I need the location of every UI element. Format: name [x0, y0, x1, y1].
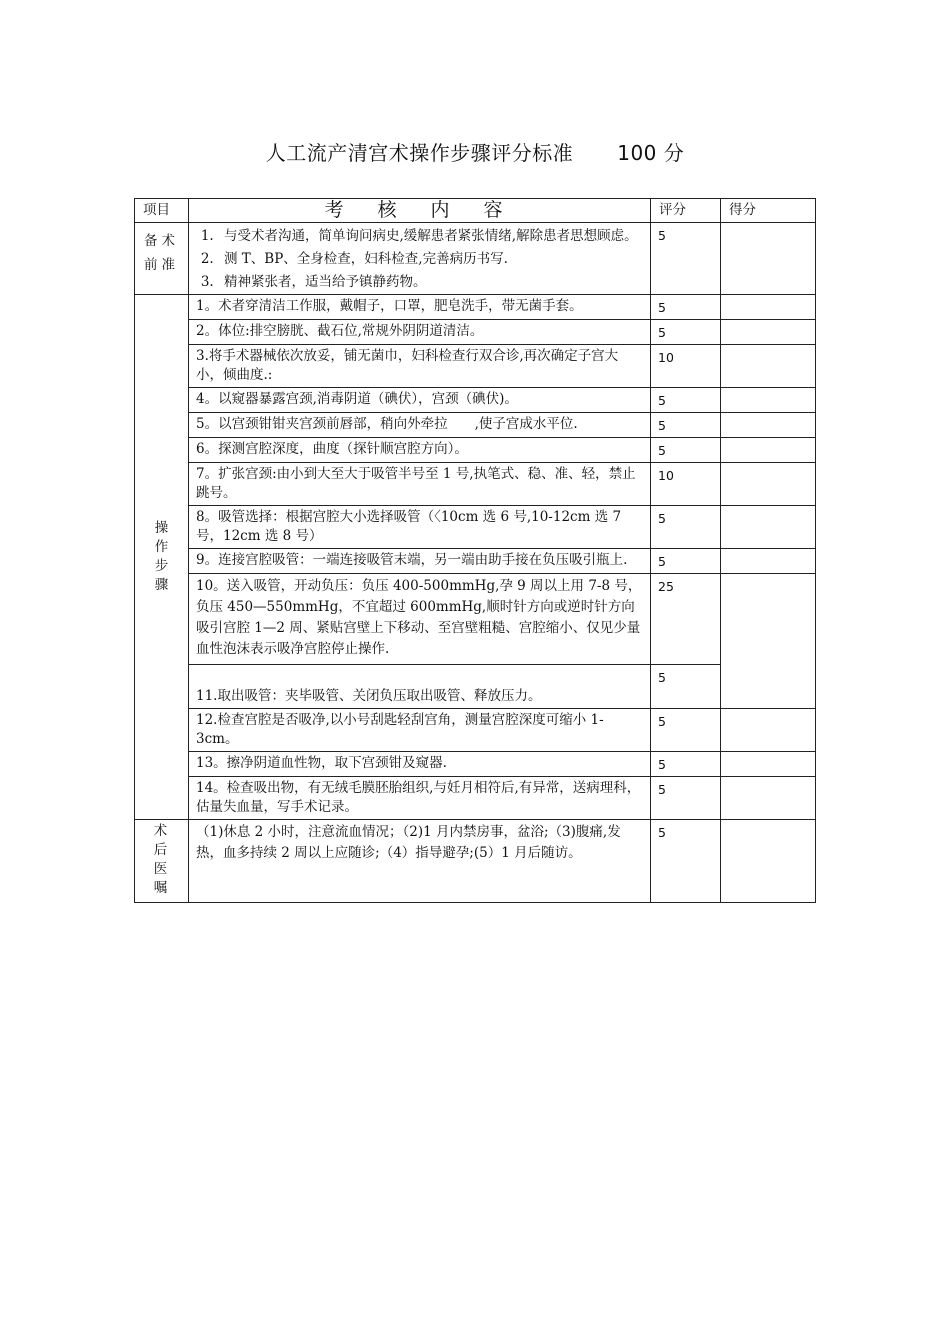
gained-cell — [721, 438, 816, 463]
table-row — [135, 709, 816, 752]
score-cell: 5 — [651, 665, 721, 709]
table-row — [135, 345, 816, 388]
table-row — [135, 777, 816, 820]
step-text: 2。体位:排空膀胱、截石位,常规外阴阴道清洁。 — [189, 320, 651, 345]
total-score: 100 分 — [617, 141, 685, 165]
header-row — [135, 199, 816, 223]
score-cell: 5 — [651, 549, 721, 574]
step-text: 11.取出吸管：夹毕吸管、关闭负压取出吸管、释放压力。 — [189, 665, 651, 709]
prep-content — [189, 223, 651, 295]
step-text: 10。送入吸管，开动负压：负压 400-500mmHg,孕 9 周以上用 7-8 号，负压 450—550mmHg，不宜超过 600mmHg,顺时针方向或逆时针方向吸引宫腔 1—2 周、紧贴宫壁上下移动、至宫壁粗糙、宫腔缩小、仅见少量血性泡沫表示吸净宫腔停止操作. — [189, 574, 651, 665]
header-score: 评分 — [651, 199, 721, 223]
section-label-ops-text: 操作步骤 — [154, 520, 169, 593]
section-label-ops — [135, 295, 189, 820]
gained-cell — [721, 752, 816, 777]
gained-cell — [721, 574, 816, 709]
section-label-post — [135, 820, 189, 903]
header-item: 项目 — [135, 199, 189, 223]
score-cell: 5 — [651, 752, 721, 777]
table-row — [135, 752, 816, 777]
score-cell: 10 — [651, 345, 721, 388]
step-text: 5。以宫颈钳钳夹宫颈前唇部，稍向外牵拉 ,使子宫成水平位. — [189, 413, 651, 438]
score-cell: 5 — [651, 295, 721, 320]
gained-cell — [721, 295, 816, 320]
table-row — [135, 388, 816, 413]
gained-cell — [721, 549, 816, 574]
gained-cell — [721, 223, 816, 295]
gained-cell — [721, 463, 816, 506]
post-content: （1)休息 2 小时，注意流血情况；（2)1 月内禁房事，盆浴;（3)腹痛,发热，血多持续 2 周以上应随诊;（4）指导避孕;(5）1 月后随访。 — [189, 820, 651, 903]
gained-cell — [721, 820, 816, 903]
score-cell: 25 — [651, 574, 721, 665]
table-row — [135, 574, 816, 665]
title-text: 人工流产清宫术操作步骤评分标准 — [265, 141, 574, 165]
step-text: 4。以窥器暴露宫颈,消毒阴道（碘伏），宫颈（碘伏)。 — [189, 388, 651, 413]
header-content: 考核内容 — [189, 199, 651, 223]
score-cell: 5 — [651, 820, 721, 903]
document-title — [0, 137, 950, 166]
gained-cell — [721, 388, 816, 413]
score-cell: 5 — [651, 777, 721, 820]
score-cell: 5 — [651, 413, 721, 438]
table-row — [135, 295, 816, 320]
table-row — [135, 463, 816, 506]
section-label-prep: 备术前准 — [135, 223, 189, 295]
gained-cell — [721, 506, 816, 549]
prep-list — [196, 227, 643, 292]
gained-cell — [721, 413, 816, 438]
step-text: 6。探测宫腔深度，曲度（探针顺宫腔方向）。 — [189, 438, 651, 463]
table-row — [135, 413, 816, 438]
step-text: 8。吸管选择：根据宫腔大小选择吸管（〈10cm 选 6 号,10-12cm 选 7 号，12cm 选 8 号） — [189, 506, 651, 549]
list-item: 3. 精神紧张者，适当给予镇静药物。 — [218, 273, 643, 292]
section-label-post-text: 术后医嘱 — [153, 823, 170, 896]
scoring-table — [134, 198, 816, 903]
list-item: 2. 测 T、BP、全身检查，妇科检查,完善病历书写. — [218, 250, 643, 269]
table-row — [135, 665, 816, 709]
gained-cell — [721, 345, 816, 388]
step-text: 3.将手术器械依次放妥，铺无菌巾，妇科检查行双合诊,再次确定子宫大小，倾曲度.: — [189, 345, 651, 388]
post-row — [135, 820, 816, 903]
table-row — [135, 549, 816, 574]
list-item: 1. 与受术者沟通，简单询问病史,缓解患者紧张情绪,解除患者思想顾虑。 — [218, 227, 643, 246]
score-cell: 5 — [651, 438, 721, 463]
score-cell: 5 — [651, 320, 721, 345]
score-cell: 5 — [651, 388, 721, 413]
score-cell: 5 — [651, 506, 721, 549]
score-cell: 10 — [651, 463, 721, 506]
score-cell: 5 — [651, 709, 721, 752]
step-text: 12.检查宫腔是否吸净,以小号刮匙轻刮宫角，测量宫腔深度可缩小 1-3cm。 — [189, 709, 651, 752]
header-gained: 得分 — [721, 199, 816, 223]
table-row — [135, 320, 816, 345]
step-text: 14。检查吸出物，有无绒毛膜胚胎组织,与妊月相符后,有异常，送病理科，估量失血量，写手术记录。 — [189, 777, 651, 820]
step-text: 9。连接宫腔吸管：一端连接吸管末端，另一端由助手接在负压吸引瓶上. — [189, 549, 651, 574]
step-text: 1。术者穿清洁工作服，戴帽子，口罩，肥皂洗手，带无菌手套。 — [189, 295, 651, 320]
gained-cell — [721, 777, 816, 820]
step-text: 13。擦净阴道血性物，取下宫颈钳及窥器. — [189, 752, 651, 777]
gained-cell — [721, 320, 816, 345]
table-row — [135, 438, 816, 463]
step-text: 7。扩张宫颈:由小到大至大于吸管半号至 1 号,执笔式、稳、准、轻，禁止跳号。 — [189, 463, 651, 506]
prep-row — [135, 223, 816, 295]
score-cell: 5 — [651, 223, 721, 295]
gained-cell — [721, 709, 816, 752]
table-row — [135, 506, 816, 549]
